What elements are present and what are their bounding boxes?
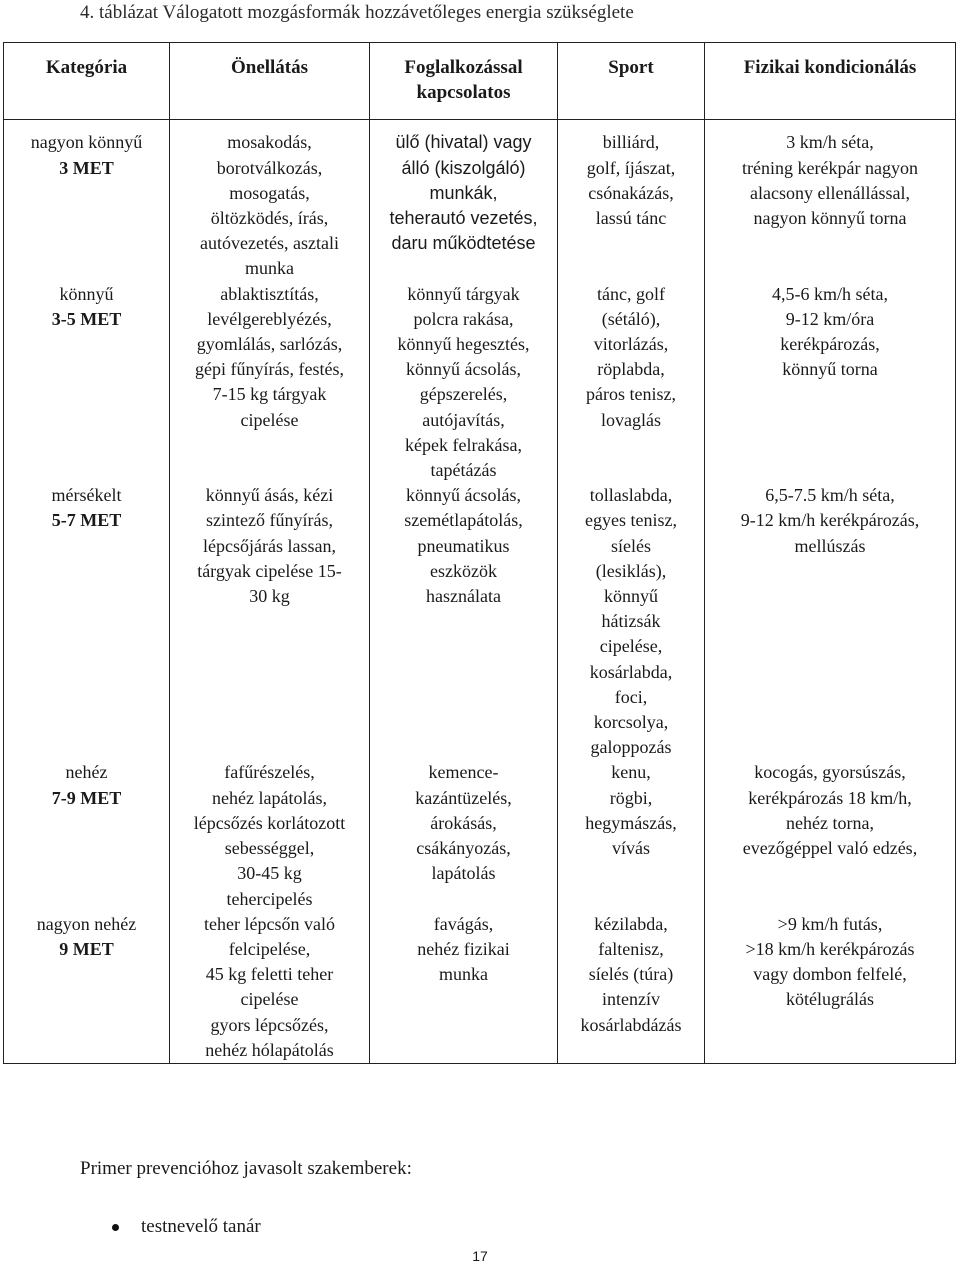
fitness-cell: kocogás, gyorsúszás, kerékpározás 18 km/h, nehéz torna, evezőgéppel való edzés, [705,760,956,911]
work-cell: könnyű tárgyak polcra rakása, könnyű hegesztés, könnyű ácsolás, gépszerelés, autójavítás, képek felrakása, tapétázás [370,282,558,484]
work-cell: favágás, nehéz fizikai munka [370,912,558,1064]
category-met: 3 MET [59,157,114,178]
selfcare-cell: fafűrészelés, nehéz lapátolás, lépcsőzés korlátozott sebességgel, 30-45 kg tehercipelés [170,760,370,911]
category-name: mérsékelt [51,485,122,506]
category-name: nehéz [65,762,108,783]
sport-cell: tollaslabda, egyes tenisz, síelés (lesiklás), könnyű hátizsák cipelése, kosárlabda, foci, korcsolya, galoppozás [558,483,705,760]
category-met: 7-9 MET [51,787,122,808]
category-name: könnyű [59,283,114,304]
header-selfcare: Önellátás [170,43,370,120]
sport-cell: kenu, rögbi, hegymászás, vívás [558,760,705,911]
work-cell: kemence- kazántüzelés, árokásás, csákányozás, lapátolás [370,760,558,911]
category-cell [4,282,170,484]
table-row [4,282,956,484]
table-row [4,120,956,282]
table-header-row [4,43,956,120]
header-fitness: Fizikai kondicionálás [705,43,956,120]
sport-cell: billiárd, golf, íjászat, csónakázás, lassú tánc [558,120,705,282]
table-row [4,760,956,911]
list-item-label: testnevelő tanár [141,1216,261,1237]
bullet-icon [112,1224,119,1231]
table-row [4,483,956,760]
work-cell: könnyű ácsolás, szemétlapátolás, pneumatikus eszközök használata [370,483,558,760]
energy-requirement-table [3,42,956,1064]
category-name: nagyon könnyű [30,132,143,153]
category-met: 9 MET [59,938,114,959]
selfcare-cell: mosakodás, borotválkozás, mosogatás, öltözködés, írás, autóvezetés, asztali munka [170,120,370,282]
sport-cell: tánc, golf (sétáló), vitorlázás, röplabda, páros tenisz, lovaglás [558,282,705,484]
sport-cell: kézilabda, faltenisz, síelés (túra) intenzív kosárlabdázás [558,912,705,1064]
fitness-cell: 3 km/h séta, tréning kerékpár nagyon alacsony ellenállással, nagyon könnyű torna [705,120,956,282]
category-cell [4,760,170,911]
header-sport: Sport [558,43,705,120]
list-item [112,1216,261,1238]
category-name: nagyon nehéz [36,913,137,934]
work-cell: ülő (hivatal) vagy álló (kiszolgáló) munkák, teherautó vezetés, daru működtetése [370,120,558,282]
section-title: Primer prevencióhoz javasolt szakemberek: [80,1158,412,1179]
header-work: Foglalkozással kapcsolatos [370,43,558,120]
header-category: Kategória [4,43,170,120]
fitness-cell: 6,5-7.5 km/h séta, 9-12 km/h kerékpározás, mellúszás [705,483,956,760]
fitness-cell: >9 km/h futás, >18 km/h kerékpározás vagy dombon felfelé, kötélugrálás [705,912,956,1064]
table-row [4,912,956,1064]
category-cell [4,120,170,282]
selfcare-cell: könnyű ásás, kézi szintező fűnyírás, lépcsőjárás lassan, tárgyak cipelése 15- 30 kg [170,483,370,760]
selfcare-cell: ablaktisztítás, levélgereblyézés, gyomlálás, sarlózás, gépi fűnyírás, festés, 7-15 kg tárgyak cipelése [170,282,370,484]
category-cell [4,483,170,760]
table-caption: 4. táblázat Válogatott mozgásformák hozzávetőleges energia szükséglete [80,2,634,23]
fitness-cell: 4,5-6 km/h séta, 9-12 km/óra kerékpározás, könnyű torna [705,282,956,484]
category-met: 5-7 MET [51,510,122,531]
selfcare-cell: teher lépcsőn való felcipelése, 45 kg feletti teher cipelése gyors lépcsőzés, nehéz hólapátolás [170,912,370,1064]
category-met: 3-5 MET [51,308,122,329]
page-number: 17 [472,1248,488,1264]
category-cell [4,912,170,1064]
